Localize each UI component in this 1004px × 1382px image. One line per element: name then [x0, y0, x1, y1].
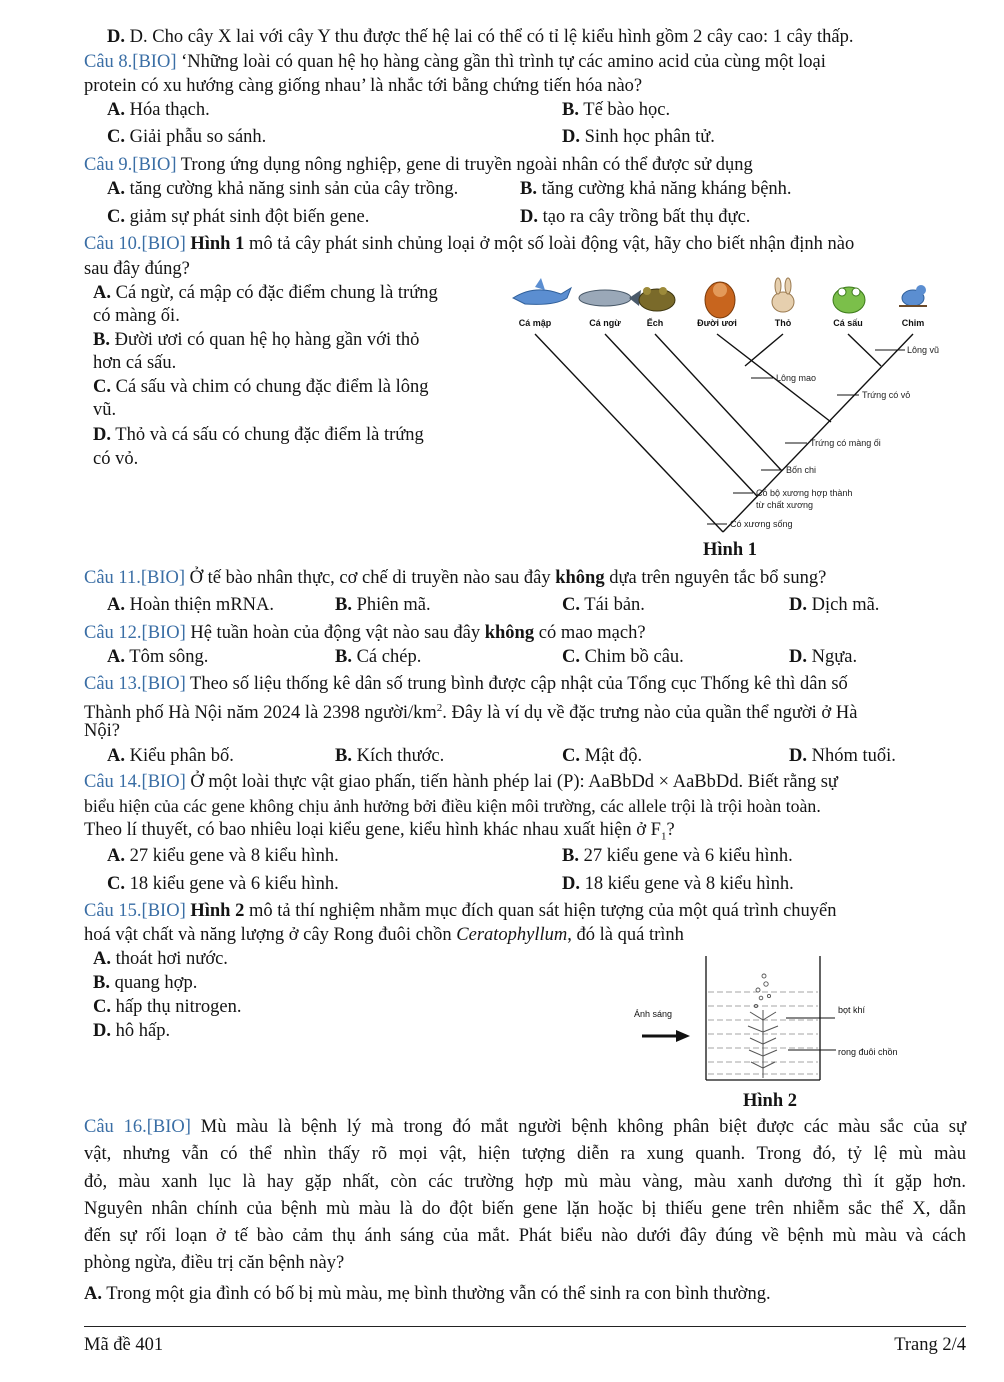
q10-option-c: C. Cá sấu và chim có chung đặc điểm là lông	[93, 377, 429, 397]
q13-stem-line3: Nội?	[84, 721, 120, 741]
trait-label: Lông vũ	[907, 345, 940, 355]
bubbles-label: bọt khí	[838, 1005, 866, 1015]
trait-label: Có xương sống	[730, 519, 793, 529]
q15-stem-line1: Câu 15.[BIO] Hình 2 mô tả thí nghiệm nhằm mục đích quan sát hiện tượng của một quá trình chuyển	[84, 901, 837, 921]
q10-stem-line1: Câu 10.[BIO] Hình 1 mô tả cây phát sinh chủng loại ở một số loài động vật, hãy cho biết nhận định nào	[84, 234, 855, 254]
q14-stem-line3: Theo lí thuyết, có bao nhiêu loại kiểu gene, kiểu hình khác nhau xuất hiện ở $F_1$?	[84, 820, 675, 843]
q13-stem-line2: Thành phố Hà Nội năm 2024 là 2398 người/$km^2$. Đây là ví dụ về đặc trưng nào của quần thể người ở Hà	[84, 702, 858, 724]
q13-stem-line1: Câu 13.[BIO] Theo số liệu thống kê dân số trung bình được cập nhật của Tổng cục Thống kê thì dân số	[84, 674, 848, 694]
q15-option-d: D. hô hấp.	[93, 1021, 171, 1041]
q13-label: Câu 13.[BIO]	[84, 674, 186, 694]
shark-icon	[513, 278, 571, 304]
trait-label: từ chất xương	[756, 500, 813, 510]
trait-label: Lông mao	[776, 373, 817, 383]
q16-line2: vật, nhưng vẫn có thể nhìn thấy rõ mọi vật, hiện tượng diễn ra xung quanh. Trong đó, tỷ lệ mù màu	[84, 1144, 966, 1165]
q11-label: Câu 11.[BIO]	[84, 568, 186, 588]
q14-stem-line1: Câu 14.[BIO] Ở một loài thực vật giao phấn, tiến hành phép lai (P): AaBbDd × AaBbDd. Biết rằng sự	[84, 772, 838, 792]
page-number: Trang 2/4	[894, 1335, 966, 1355]
q9-option-a: A. tăng cường khả năng sinh sản của cây trồng.	[107, 179, 459, 199]
q10-option-a-cont: có màng ối.	[93, 306, 180, 326]
q11-option-b: B. Phiên mã.	[335, 595, 431, 615]
figure2-caption: Hình 2	[743, 1091, 797, 1111]
q11-option-a: A. Hoàn thiện mRNA.	[107, 595, 275, 615]
tree-branches	[535, 334, 913, 532]
q9-option-d: D. tạo ra cây trồng bất thụ đực.	[520, 207, 751, 227]
q10-option-d-cont: có vỏ.	[93, 449, 139, 469]
q10-option-c-cont: vũ.	[93, 400, 117, 420]
q14-stem-line2: biểu hiện của các gene không chịu ảnh hưởng bởi điều kiện môi trường, các allele trội là trội hoàn toàn.	[84, 796, 821, 816]
q14-option-b: B. 27 kiểu gene và 6 kiểu hình.	[562, 846, 793, 866]
q15-stem-line2: hoá vật chất và năng lượng ở cây Rong đuôi chồn Ceratophyllum, đó là quá trình	[84, 925, 684, 945]
q16-label: Câu 16.[BIO]	[84, 1117, 191, 1137]
q16-line6: phòng ngừa, điều trị căn bệnh này?	[84, 1253, 345, 1274]
q16-stem	[84, 1114, 966, 1278]
figure1-caption: Hình 1	[703, 540, 757, 560]
trait-label: Trứng có vỏ	[862, 390, 911, 400]
trait-label: Trứng có màng ối	[810, 438, 881, 448]
q15-option-b: B. quang hợp.	[93, 973, 198, 993]
q13-option-b: B. Kích thước.	[335, 746, 445, 766]
q8-stem1: ‘Những loài có quan hệ họ hàng càng gần thì trình tự các amino acid của cùng một loại	[181, 52, 826, 72]
q9-option-b: B. tăng cường khả năng kháng bệnh.	[520, 179, 792, 199]
q10-label: Câu 10.[BIO]	[84, 234, 186, 254]
phylogenetic-tree-figure	[495, 272, 965, 537]
q16-line4: Nguyên nhân chính của bệnh mù màu là do đột biến gene lặn hoặc bị thiếu gene trên nhiễm sắc thể X, dẫn	[84, 1198, 966, 1219]
arrow-icon	[642, 1030, 690, 1042]
q12-stem: Câu 12.[BIO] Hệ tuần hoàn của động vật nào sau đây không có mao mạch?	[84, 623, 646, 643]
rabbit-icon	[772, 278, 794, 312]
experiment-figure	[628, 950, 958, 1090]
q9-option-c: C. giảm sự phát sinh đột biến gene.	[107, 207, 370, 227]
trait-label: Có bộ xương hợp thành	[756, 488, 853, 498]
q8-option-d: D. Sinh học phân tử.	[562, 127, 715, 147]
q15-option-a: A. thoát hơi nước.	[93, 949, 228, 969]
footer-rule	[84, 1326, 966, 1327]
q11-option-c: C. Tái bản.	[562, 595, 645, 615]
q13-option-a: A. Kiểu phân bố.	[107, 746, 234, 766]
q8-stem-line2: protein có xu hướng càng giống nhau’ là nhắc tới bằng chứng tiến hóa nào?	[84, 76, 643, 96]
q12-option-c: C. Chim bồ câu.	[562, 647, 684, 667]
orangutan-icon	[705, 282, 735, 318]
q10-option-d: D. Thỏ và cá sấu có chung đặc điểm là trứng	[93, 425, 424, 445]
species-label: Đười ươi	[697, 318, 737, 328]
trait-label: Bốn chi	[786, 465, 817, 475]
q10-option-b-cont: hơn cá sấu.	[93, 353, 177, 373]
species-label: Cá mập	[518, 318, 552, 328]
q8-option-c: C. Giải phẫu so sánh.	[107, 127, 267, 147]
q13-option-c: C. Mật độ.	[562, 746, 643, 766]
q16-option-a: A. Trong một gia đình có bố bị mù màu, mẹ bình thường vẫn có thể sinh ra con bình thường.	[84, 1284, 771, 1304]
q14-option-d: D. 18 kiểu gene và 8 kiểu hình.	[562, 874, 794, 894]
exam-code: Mã đề 401	[84, 1335, 164, 1355]
q12-option-d: D. Ngựa.	[789, 647, 858, 667]
q7-option-d-text: D. Cho cây X lai với cây Y thu được thế hệ lai có thể có tỉ lệ kiểu hình gồm 2 cây cao: 1 cây thấp.	[129, 27, 854, 47]
bubbles-icon	[754, 974, 770, 1008]
q8-stem-line1	[84, 51, 826, 73]
q12-option-a: A. Tôm sông.	[107, 647, 209, 667]
q8-label: Câu 8.[BIO]	[84, 52, 177, 72]
q11-stem: Câu 11.[BIO] Ở tế bào nhân thực, cơ chế di truyền nào sau đây không dựa trên nguyên tắc bổ sung?	[84, 568, 827, 588]
q15-label: Câu 15.[BIO]	[84, 901, 186, 921]
q9-stem: Câu 9.[BIO] Trong ứng dụng nông nghiệp, gene di truyền ngoài nhân có thể được sử dụng	[84, 155, 753, 175]
q12-option-b: B. Cá chép.	[335, 647, 422, 667]
species-label: Cá ngừ	[589, 318, 621, 328]
q11-option-d: D. Dịch mã.	[789, 595, 880, 615]
q16-line5: đến sự rối loạn ở tế bào cảm thụ ánh sáng của mắt. Phát biểu nào dưới đây đúng về bệnh mù màu và cách	[84, 1226, 966, 1247]
bird-icon	[899, 285, 927, 306]
q9-label: Câu 9.[BIO]	[84, 155, 177, 175]
q14-option-a: A. 27 kiểu gene và 8 kiểu hình.	[107, 846, 339, 866]
q10-option-b: B. Đười ươi có quan hệ họ hàng gần với thỏ	[93, 330, 420, 350]
species-label: Thỏ	[774, 318, 792, 328]
q15-option-c: C. hấp thụ nitrogen.	[93, 997, 242, 1017]
q12-label: Câu 12.[BIO]	[84, 623, 186, 643]
q8-option-b: B. Tế bào học.	[562, 100, 671, 120]
q10-option-a: A. Cá ngừ, cá mập có đặc điểm chung là trứng	[93, 283, 438, 303]
species-label: Cá sấu	[833, 318, 863, 328]
species-label: Ếch	[646, 318, 664, 328]
q16-line3: đỏ, màu xanh lục là hay gặp nhất, còn các trường hợp mù màu vàng, màu xanh dương thì ít gặp hơn.	[84, 1171, 966, 1192]
q10-stem-line2: sau đây đúng?	[84, 259, 190, 279]
q14-label: Câu 14.[BIO]	[84, 772, 186, 792]
q14-option-c: C. 18 kiểu gene và 6 kiểu hình.	[107, 874, 339, 894]
crocodile-icon	[833, 287, 865, 313]
species-label: Chim	[901, 318, 925, 328]
frog-icon	[639, 287, 675, 311]
q7-option-d: D. D. Cho cây X lai với cây Y thu được thế hệ lai có thể có tỉ lệ kiểu hình gồm 2 cây cao: 1 cây thấp.	[107, 27, 854, 47]
q8-option-a: A. Hóa thạch.	[107, 100, 210, 120]
tuna-icon	[579, 290, 641, 306]
plant-label: rong đuôi chồn	[838, 1047, 898, 1057]
q13-option-d: D. Nhóm tuổi.	[789, 746, 896, 766]
q16-line1: Câu 16.[BIO] Mù màu là bệnh lý mà trong đó mắt người bệnh không phân biệt được các màu sắc của sự	[84, 1117, 967, 1137]
light-label: Ánh sáng	[634, 1009, 673, 1019]
